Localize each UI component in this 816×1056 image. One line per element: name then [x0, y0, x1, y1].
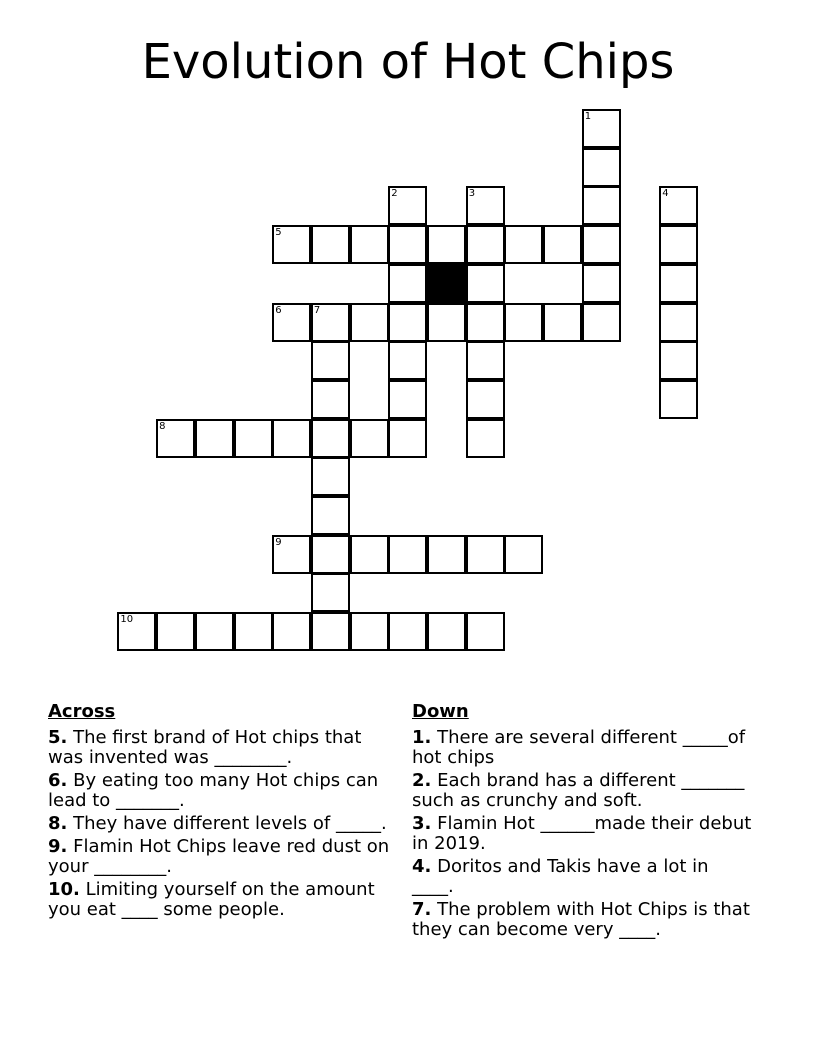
clue-across-10: 10. Limiting yourself on the amount you eat ____ some people. — [48, 879, 375, 920]
grid-cell[interactable] — [388, 341, 427, 380]
grid-cell[interactable] — [234, 419, 273, 458]
grid-cell[interactable] — [582, 264, 621, 303]
grid-cell[interactable] — [195, 612, 234, 651]
grid-cell[interactable] — [504, 225, 543, 264]
clue-number: 8 — [159, 420, 166, 432]
grid-cell[interactable] — [311, 341, 350, 380]
grid-cell[interactable] — [195, 419, 234, 458]
grid-cell[interactable] — [311, 457, 350, 496]
grid-cell[interactable] — [659, 264, 698, 303]
grid-cell[interactable] — [659, 225, 698, 264]
grid-cell[interactable] — [350, 303, 389, 342]
clue-number: 4 — [662, 188, 669, 200]
grid-cell[interactable] — [466, 380, 505, 419]
grid-cell[interactable] — [466, 264, 505, 303]
grid-cell[interactable] — [272, 419, 311, 458]
grid-cell[interactable] — [659, 303, 698, 342]
grid-cell[interactable] — [272, 225, 311, 264]
grid-cell[interactable] — [272, 612, 311, 651]
grid-cell[interactable] — [272, 535, 311, 574]
grid-cell[interactable] — [427, 612, 466, 651]
grid-cell[interactable] — [504, 303, 543, 342]
grid-cell[interactable] — [388, 612, 427, 651]
grid-cell[interactable] — [543, 225, 582, 264]
grid-cell[interactable] — [350, 612, 389, 651]
grid-cell[interactable] — [659, 186, 698, 225]
grid-cell[interactable] — [582, 225, 621, 264]
grid-cell[interactable] — [466, 419, 505, 458]
clue-down-7: 7. The problem with Hot Chips is that they can become very ____. — [412, 899, 750, 940]
grid-cell[interactable] — [234, 612, 273, 651]
grid-cell[interactable] — [504, 535, 543, 574]
grid-cell[interactable] — [466, 612, 505, 651]
clue-number: 10 — [120, 614, 134, 626]
grid-cell[interactable] — [388, 264, 427, 303]
across-heading: Across — [48, 701, 116, 722]
grid-cell[interactable] — [388, 380, 427, 419]
clue-number: 6 — [275, 304, 282, 316]
grid-cell[interactable] — [466, 341, 505, 380]
clue-number: 9 — [275, 536, 282, 548]
clue-down-1: 1. There are several different _____of hot chips — [412, 727, 746, 768]
grid-cell[interactable] — [466, 225, 505, 264]
clue-across-5: 5. The first brand of Hot chips that was invented was ________. — [48, 727, 362, 768]
grid-cell[interactable] — [466, 303, 505, 342]
grid-cell[interactable] — [388, 419, 427, 458]
grid-cell[interactable] — [350, 535, 389, 574]
grid-cell[interactable] — [311, 573, 350, 612]
clue-number: 5 — [275, 227, 282, 239]
clue-number: 2 — [391, 188, 398, 200]
grid-cell[interactable] — [582, 303, 621, 342]
grid-cell[interactable] — [582, 109, 621, 148]
grid-cell[interactable] — [350, 225, 389, 264]
grid-cell[interactable] — [388, 535, 427, 574]
grid-cell[interactable] — [272, 303, 311, 342]
grid-cell[interactable] — [311, 496, 350, 535]
down-clues — [412, 702, 752, 943]
grid-cell[interactable] — [388, 303, 427, 342]
grid-cell[interactable] — [311, 612, 350, 651]
grid-cell[interactable] — [311, 303, 350, 342]
grid-cell[interactable] — [427, 225, 466, 264]
grid-cell[interactable] — [311, 225, 350, 264]
grid-cell[interactable] — [543, 303, 582, 342]
clue-number: 1 — [584, 111, 592, 122]
grid-cell[interactable] — [311, 419, 350, 458]
grid-cell[interactable] — [466, 186, 505, 225]
clue-across-9: 9. Flamin Hot Chips leave red dust on your ________. — [48, 836, 390, 877]
clue-number: 3 — [468, 188, 476, 200]
grid-cell[interactable] — [311, 535, 350, 574]
clue-down-4: 4. Doritos and Takis have a lot in ____. — [412, 856, 709, 897]
grid-cell[interactable] — [117, 612, 156, 651]
grid-cell[interactable] — [659, 380, 698, 419]
clue-down-2: 2. Each brand has a different _______ such as crunchy and soft. — [412, 770, 745, 811]
grid-cell[interactable] — [388, 225, 427, 264]
puzzle-title: Evolution of Hot Chips — [141, 34, 675, 90]
clue-number: 7 — [313, 304, 321, 316]
grid-cell[interactable] — [311, 380, 350, 419]
across-clues — [48, 702, 398, 923]
grid-cell[interactable] — [427, 535, 466, 574]
grid-cell[interactable] — [427, 303, 466, 342]
grid-cell[interactable] — [388, 186, 427, 225]
grid-cell[interactable] — [582, 148, 621, 187]
clue-down-3: 3. Flamin Hot ______made their debut in 2019. — [412, 813, 752, 854]
grid-cell[interactable] — [156, 612, 195, 651]
grid-cell[interactable] — [659, 341, 698, 380]
down-heading: Down — [412, 701, 469, 722]
grid-cell[interactable] — [466, 535, 505, 574]
grid-cell[interactable] — [350, 419, 389, 458]
clue-across-8: 8. They have different levels of _____. — [48, 813, 387, 834]
grid-cell[interactable] — [156, 419, 195, 458]
grid-black-cell — [427, 264, 466, 303]
clue-across-6: 6. By eating too many Hot chips can lead to _______. — [48, 770, 379, 811]
grid-cell[interactable] — [582, 186, 621, 225]
